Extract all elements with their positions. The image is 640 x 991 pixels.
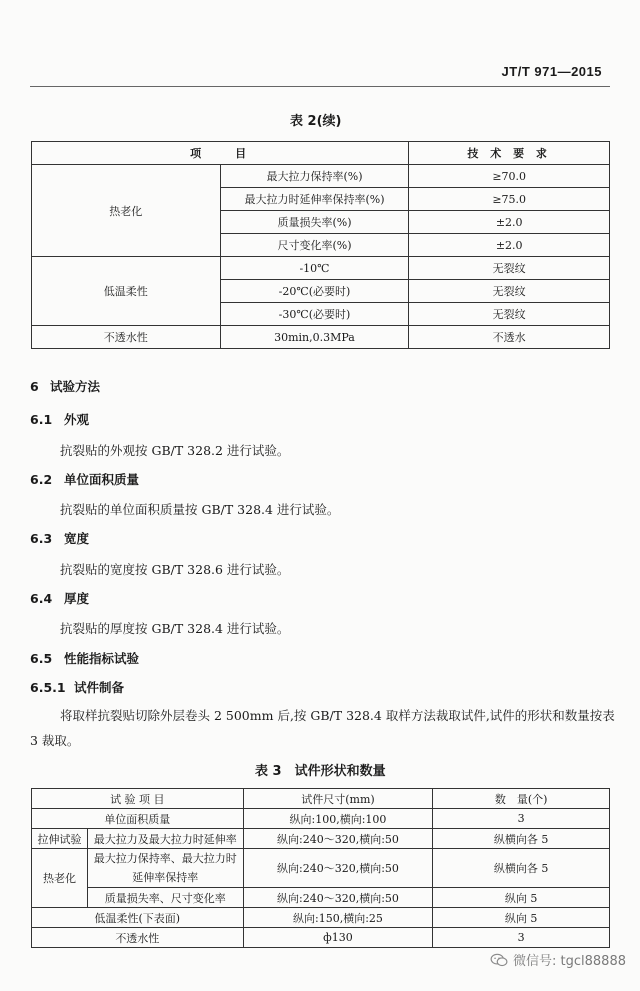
- section-6-4-heading: [30, 589, 89, 607]
- table-row: [32, 326, 610, 349]
- req-cell: 不透水: [409, 326, 610, 349]
- section-title: 宽度: [64, 531, 90, 546]
- item-cell: 质量损失率、尺寸变化率: [87, 888, 243, 908]
- item-cell: -30℃(必要时): [220, 303, 409, 326]
- table-row: [32, 165, 610, 188]
- section-title: 外观: [64, 412, 90, 427]
- standard-code: JT/T 971—2015: [501, 64, 602, 79]
- section-number: 6.2: [30, 472, 53, 487]
- section-number: 6: [30, 379, 39, 394]
- item-cell: 质量损失率(%): [220, 211, 409, 234]
- header-rule: [30, 86, 610, 87]
- item-cell: 最大拉力保持率(%): [220, 165, 409, 188]
- section-title: 试验方法: [50, 379, 101, 394]
- req-cell: ≥75.0: [409, 188, 610, 211]
- item-cell: 最大拉力时延伸率保持率(%): [220, 188, 409, 211]
- table3-col-qty: 数 量(个): [433, 789, 610, 809]
- qty-cell: 3: [433, 809, 610, 829]
- size-cell: 纵向:240～320,横向:50: [243, 829, 433, 849]
- table3-col-size: 试件尺寸(mm): [243, 789, 433, 809]
- item-cell: -10℃: [220, 257, 409, 280]
- table3-col-item: 试 验 项 目: [32, 789, 244, 809]
- section-6-1-text: 抗裂贴的外观按 GB/T 328.2 进行试验。: [60, 443, 290, 458]
- size-cell: 纵向:240～320,横向:50: [243, 888, 433, 908]
- item-cell: 不透水性: [32, 928, 244, 948]
- table2: [31, 141, 610, 349]
- table-row: [32, 809, 610, 829]
- section-6-5-heading: [30, 649, 139, 667]
- table2-col-req: 技 术 要 求: [409, 142, 610, 165]
- qty-cell: 纵横向各 5: [433, 849, 610, 888]
- section-6-5-1-text: 将取样抗裂贴切除外层卷头 2 500mm 后,按 GB/T 328.4 取样方法裁取试件,试件的形状和数量按表 3 裁取。: [30, 708, 615, 748]
- item-cell: 30min,0.3MPa: [220, 326, 409, 349]
- watermark-text: 微信号: tgcl88888: [513, 954, 626, 969]
- size-cell: 纵向:240～320,横向:50: [243, 849, 433, 888]
- item-cell: -20℃(必要时): [220, 280, 409, 303]
- section-title: 单位面积质量: [64, 472, 140, 487]
- table-row: [32, 829, 610, 849]
- section-6-2-heading: [30, 470, 139, 488]
- req-cell: 无裂纹: [409, 257, 610, 280]
- group-label: 低温柔性: [32, 257, 221, 326]
- qty-cell: 纵横向各 5: [433, 829, 610, 849]
- table2-header-row: [32, 142, 610, 165]
- table3: [31, 788, 610, 948]
- req-cell: ±2.0: [409, 234, 610, 257]
- req-cell: ≥70.0: [409, 165, 610, 188]
- table-row: [32, 257, 610, 280]
- group-label: 热老化: [32, 849, 88, 908]
- section-6-4-text: 抗裂贴的厚度按 GB/T 328.4 进行试验。: [60, 621, 290, 636]
- table3-header-row: [32, 789, 610, 809]
- wechat-icon: [490, 953, 508, 967]
- table-row: [32, 908, 610, 928]
- section-6-1-heading: [30, 410, 89, 428]
- group-label: 不透水性: [32, 326, 221, 349]
- table-row: [32, 928, 610, 948]
- section-6-3-text: 抗裂贴的宽度按 GB/T 328.6 进行试验。: [60, 562, 290, 577]
- section-title: 试件制备: [74, 680, 125, 695]
- req-cell: 无裂纹: [409, 303, 610, 326]
- item-cell: 尺寸变化率(%): [220, 234, 409, 257]
- group-label: 拉伸试验: [32, 829, 88, 849]
- table2-caption: 表 2(续): [290, 114, 342, 129]
- watermark: [490, 950, 626, 969]
- qty-cell: 3: [433, 928, 610, 948]
- table2-col-item: 项 目: [32, 142, 409, 165]
- qty-cell: 纵向 5: [433, 888, 610, 908]
- section-number: 6.1: [30, 412, 53, 427]
- item-cell: 低温柔性(下表面): [32, 908, 244, 928]
- section-title: 性能指标试验: [64, 651, 140, 666]
- qty-cell: 纵向 5: [433, 908, 610, 928]
- section-title: 厚度: [64, 591, 90, 606]
- table-row: [32, 849, 610, 888]
- group-label: 热老化: [32, 165, 221, 257]
- table3-caption: 表 3 试件形状和数量: [255, 764, 386, 779]
- table-row: [32, 888, 610, 908]
- size-cell: 纵向:100,横向:100: [243, 809, 433, 829]
- req-cell: ±2.0: [409, 211, 610, 234]
- size-cell: 纵向:150,横向:25: [243, 908, 433, 928]
- section-number: 6.4: [30, 591, 53, 606]
- size-cell: ф130: [243, 928, 433, 948]
- section-number: 6.3: [30, 531, 53, 546]
- section-6-3-heading: [30, 529, 89, 547]
- section-6-2-text: 抗裂贴的单位面积质量按 GB/T 328.4 进行试验。: [60, 502, 340, 517]
- section-6-heading: [30, 377, 100, 395]
- section-6-5-1-heading: [30, 678, 124, 696]
- section-number: 6.5.1: [30, 680, 66, 695]
- req-cell: 无裂纹: [409, 280, 610, 303]
- item-cell: 单位面积质量: [32, 809, 244, 829]
- item-cell: 最大拉力及最大拉力时延伸率: [87, 829, 243, 849]
- section-number: 6.5: [30, 651, 53, 666]
- item-cell: 最大拉力保持率、最大拉力时延伸率保持率: [87, 849, 243, 888]
